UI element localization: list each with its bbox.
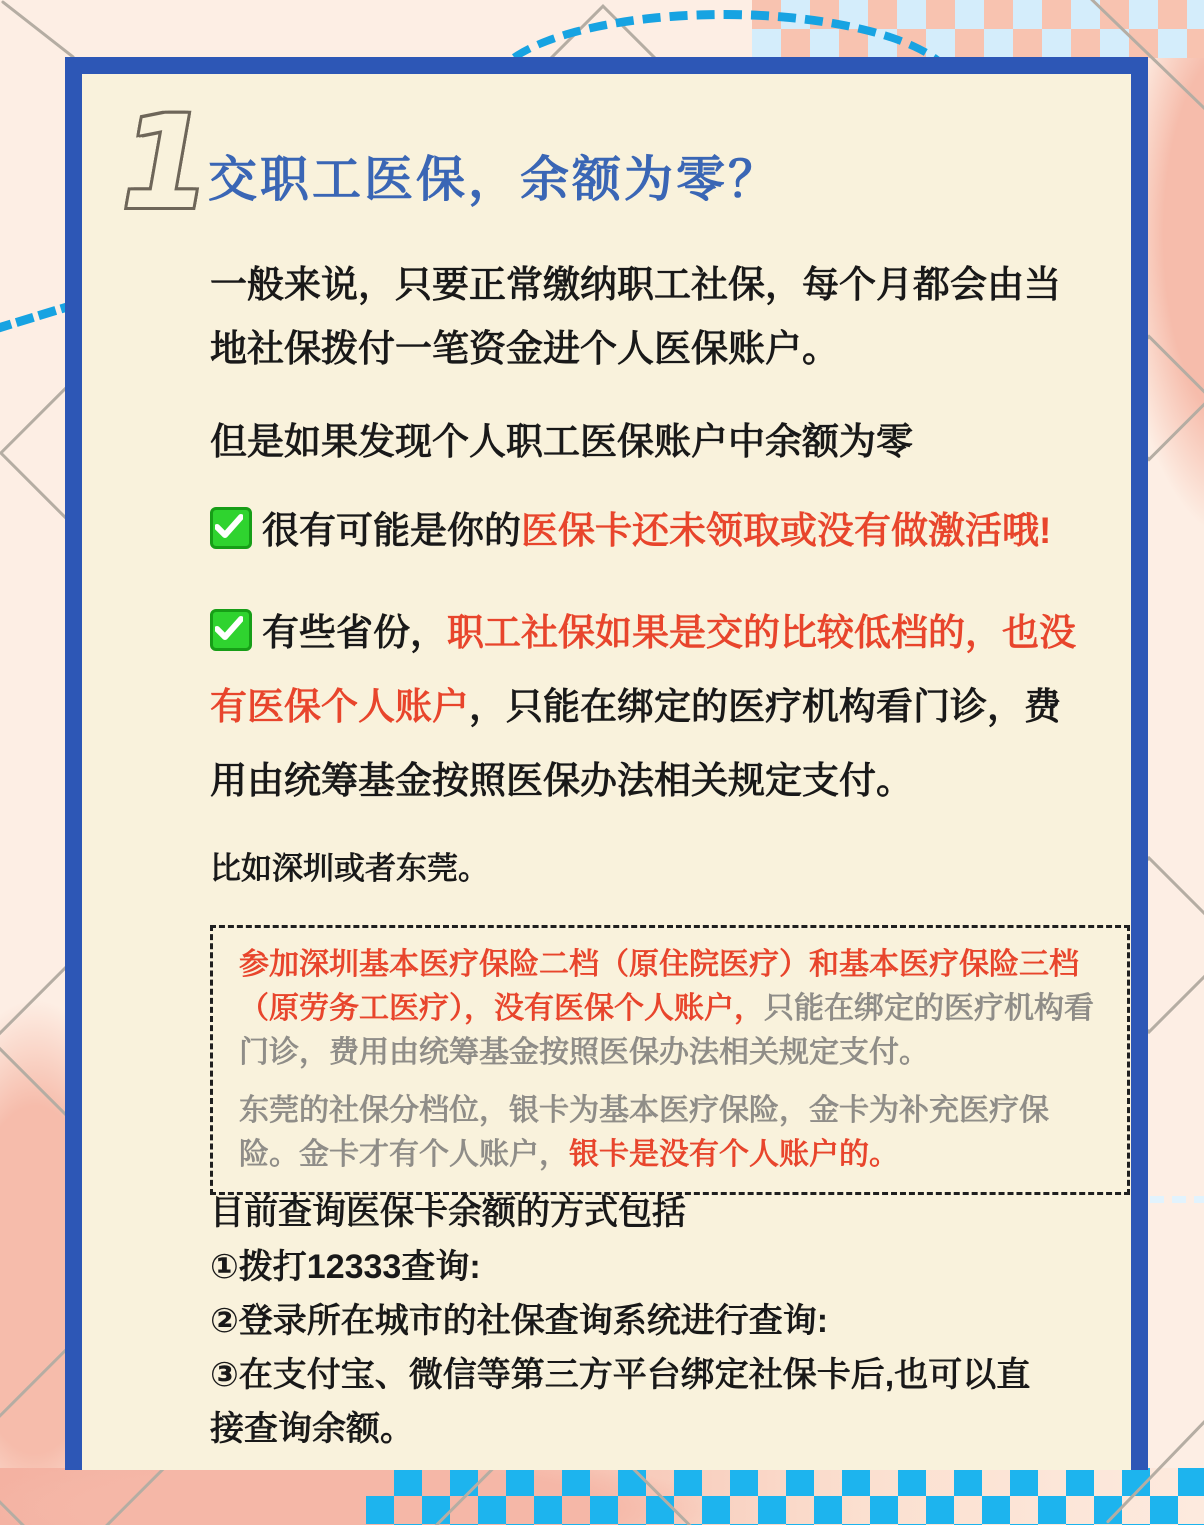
note-dongguan-highlight: 银卡是没有个人账户的。 xyxy=(569,1138,899,1171)
query-methods-intro: 目前查询医保卡余额的方式包括 xyxy=(210,1194,686,1232)
note-shenzhen-detail: 只能在绑定的医疗机构看门诊，费用由统筹基金按照医保办法相关规定支付。 xyxy=(239,992,1094,1069)
example-intro: 比如深圳或者东莞。 xyxy=(210,851,489,886)
note-shenzhen xyxy=(239,943,1101,1075)
query-method-2: ②登录所在城市的社保查询系统进行查询: xyxy=(210,1302,829,1340)
content-card xyxy=(65,57,1148,1470)
query-method-1: ①拨打12333查询: xyxy=(210,1248,481,1286)
paragraph-intro: 一般来说，只要正常缴纳职工社保，每个月都会由当地社保拨付一笔资金进个人医保账户。 xyxy=(210,264,1061,369)
note-dongguan-detail: 东莞的社保分档位，银卡为基本医疗保险，金卡为补充医疗保险。金卡才有个人账户， xyxy=(239,1094,1049,1171)
query-method-3: ③在支付宝、微信等第三方平台绑定社保卡后,也可以直接查询余额。 xyxy=(210,1356,1031,1448)
checklist-item-low-tier xyxy=(210,596,1090,818)
query-methods xyxy=(210,1186,1050,1456)
checklist-suffix: ，只能在绑定的医疗机构看门诊，费用由统筹基金按照医保办法相关规定支付。 xyxy=(210,686,1061,801)
section-number: 1 xyxy=(106,89,223,238)
checklist-highlight: 职工社保如果是交的比较低档的，也没有医保个人账户 xyxy=(210,612,1076,727)
note-dongguan xyxy=(239,1089,1101,1177)
section-title: 交职工医保，余额为零？ xyxy=(208,153,781,207)
checklist-text: 有些省份， xyxy=(262,612,447,653)
note-shenzhen-highlight: 参加深圳基本医疗保险二档（原住院医疗）和基本医疗保险三档（原劳务工医疗），没有医保个人账户， xyxy=(239,948,1079,1025)
dashed-line-right-pale xyxy=(1150,1196,1204,1203)
dashed-arc xyxy=(488,10,960,58)
check-icon xyxy=(210,609,252,651)
check-icon xyxy=(210,507,252,549)
example-note-box xyxy=(210,925,1130,1195)
checklist-highlight: 医保卡还未领取或没有做激活哦! xyxy=(521,510,1052,551)
diagonal-line-top-left xyxy=(1,0,75,59)
checklist-item-card-not-activated xyxy=(210,506,1170,556)
checklist-text: 很有可能是你的 xyxy=(262,510,521,551)
paragraph-problem: 但是如果发现个人职工医保账户中余额为零 xyxy=(210,421,913,462)
